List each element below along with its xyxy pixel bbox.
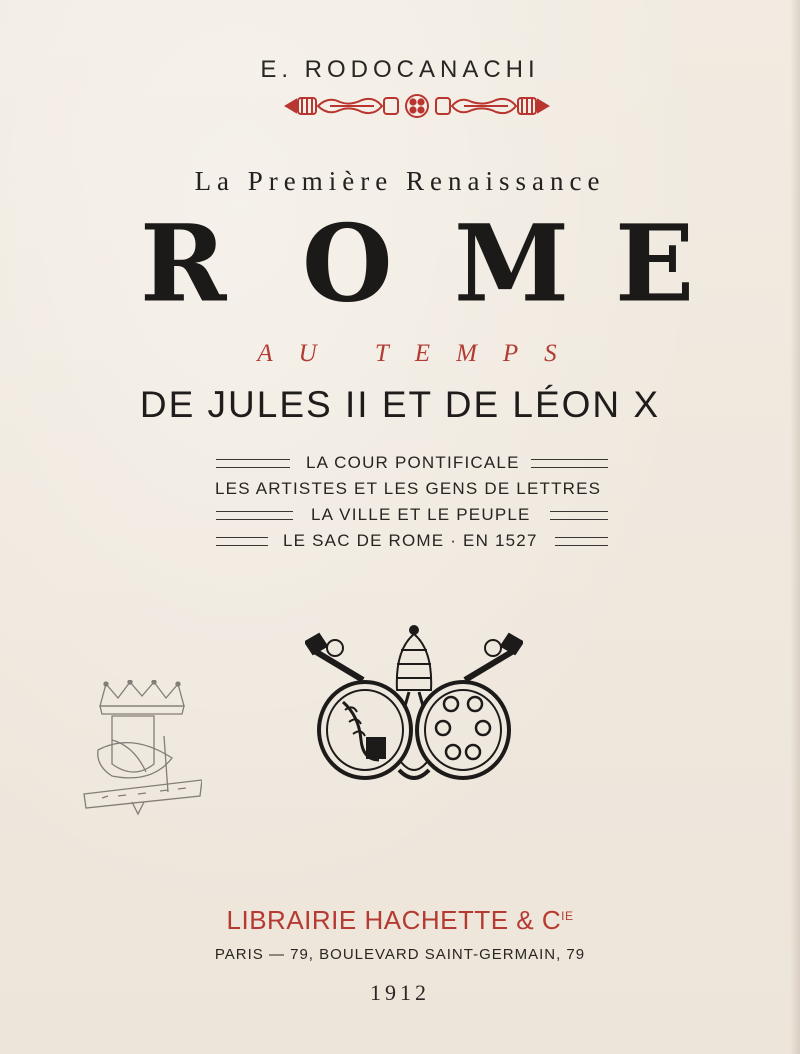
contents-item: LE SAC DE ROME · EN 1527	[283, 531, 538, 550]
author-name: E. RODOCANACHI	[260, 56, 540, 83]
title-letter-r: R	[140, 200, 227, 327]
publisher-name	[0, 905, 800, 936]
papal-coat-of-arms-icon	[305, 620, 523, 786]
double-rule	[216, 459, 290, 468]
ornament-band-icon	[282, 92, 552, 120]
contents-line-4	[0, 530, 800, 552]
double-rule	[216, 511, 293, 520]
double-rule	[550, 511, 608, 520]
page-edge-shadow	[790, 0, 800, 1054]
double-rule	[555, 537, 608, 546]
publication-year: 1912	[370, 980, 430, 1005]
double-rule	[216, 537, 268, 546]
title-letter-m: M	[454, 200, 570, 327]
ex-libris-stamp-crown-icon	[82, 680, 202, 818]
publisher-superscript: IE	[561, 909, 574, 923]
au-temps-line: AU TEMPS	[257, 340, 583, 367]
title-jules-leon: DE JULES II ET DE LÉON X	[139, 384, 661, 425]
publisher-address: PARIS — 79, BOULEVARD SAINT-GERMAIN, 79	[214, 946, 586, 963]
contents-line-2	[0, 478, 800, 500]
contents-item: LA COUR PONTIFICALE	[306, 453, 520, 472]
publisher-label: LIBRAIRIE HACHETTE & C	[226, 905, 562, 935]
title-letter-e: E	[615, 200, 695, 327]
contents-line-1	[0, 452, 800, 474]
title-letter-o: O	[302, 200, 393, 327]
double-rule	[531, 459, 608, 468]
contents-item: LES ARTISTES ET LES GENS DE LETTRES	[215, 479, 602, 498]
contents-line-3	[0, 504, 800, 526]
subtitle-premiere-renaissance: La Première Renaissance	[194, 166, 606, 196]
contents-item: LA VILLE ET LE PEUPLE	[311, 505, 531, 524]
main-title-rome	[140, 200, 695, 327]
